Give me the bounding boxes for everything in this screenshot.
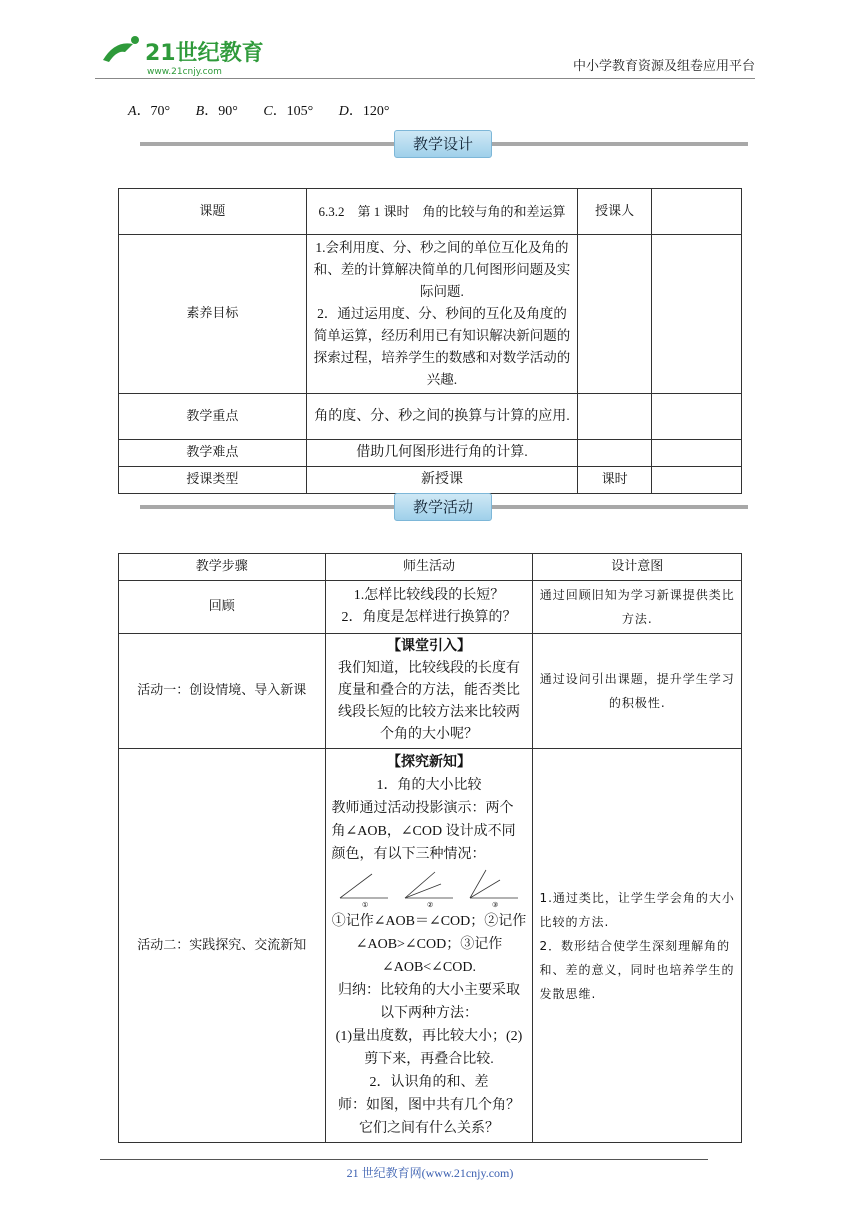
act2-title: 【探究新知】	[386, 755, 471, 770]
svg-text:www.21cnjy.com: www.21cnjy.com	[147, 67, 222, 77]
angle-figure-3	[466, 868, 522, 908]
act1-step: 活动一：创设情境、导入新课	[119, 634, 326, 749]
fig-label-2: ②	[426, 901, 434, 908]
footer-divider	[100, 1159, 708, 1160]
page-header	[95, 30, 755, 79]
review-q2: 2．角度是怎样进行换算的？	[341, 610, 517, 625]
goal-1: 1.会利用度、分、秒之间的单位互化及角的和、差的计算解决简单的几何图形问题及实际问题.	[313, 240, 571, 299]
difficulty-value: 借助几何图形进行角的计算.	[306, 440, 578, 467]
act2-intent-1: 1.通过类比，让学生学会角的大小比较的方法.	[539, 890, 735, 929]
act2-sub2: 2．认识角的和、差	[369, 1075, 489, 1090]
header-activity: 师生活动	[325, 554, 533, 581]
act2-text2: ①记作∠AOB＝∠COD；②记作∠AOB>∠COD；③记作∠AOB<∠COD.	[331, 914, 527, 975]
act2-sub1: 1．角的大小比较	[376, 778, 482, 793]
platform-name: 中小学教育资源及组卷应用平台	[572, 59, 755, 74]
fig-label-1: ①	[362, 901, 369, 908]
angle-figure-2	[401, 868, 457, 908]
logo-icon	[95, 30, 275, 78]
act2-text3: 归纳：比较角的大小主要采取以下两种方法：	[337, 983, 520, 1021]
act1-text: 我们知道，比较线段的长度有度量和叠合的方法，能否类比线段长短的比较方法来比较两个角的大小呢？	[337, 661, 520, 742]
teacher-label: 授课人	[578, 189, 652, 235]
goals-label: 素养目标	[119, 235, 307, 394]
fig-label-3: ③	[491, 901, 499, 908]
type-label: 授课类型	[119, 467, 307, 494]
topic-label: 课题	[119, 189, 307, 235]
svg-text:21世纪教育: 21世纪教育	[145, 41, 264, 66]
design-table	[118, 188, 742, 494]
act2-text4: (1)量出度数，再比较大小；(2)剪下来，再叠合比较.	[335, 1029, 523, 1067]
option-d: D．120°	[338, 104, 390, 119]
section-banner-activity	[140, 493, 748, 523]
review-intent: 通过回顾旧知为学习新课提供类比方法.	[533, 581, 742, 634]
topic-value: 6.3.2 第 1 课时 角的比较与角的和差运算	[306, 189, 578, 235]
header-step: 教学步骤	[119, 554, 326, 581]
angle-figure-1	[336, 868, 392, 908]
activity-table	[118, 553, 742, 1143]
option-b: B．90°	[195, 104, 238, 119]
review-q1: 1.怎样比较线段的长短？	[353, 588, 505, 603]
review-step: 回顾	[119, 581, 326, 634]
header-intent: 设计意图	[533, 554, 742, 581]
section-banner-design	[140, 130, 748, 160]
act2-intent-2: 2．数形结合使学生深刻理解角的和、差的意义，同时也培养学生的发散思维.	[539, 938, 735, 1001]
act1-intent: 通过设问引出课题，提升学生学习的积极性.	[533, 634, 742, 749]
act2-text5: 师：如图，图中共有几个角？它们之间有什么关系？	[337, 1098, 520, 1136]
type-value: 新授课	[306, 467, 578, 494]
section-title: 教学设计	[394, 130, 492, 158]
act2-text1: 教师通过活动投影演示：两个角∠AOB，∠COD 设计成不同颜色，有以下三种情况：	[331, 801, 516, 862]
period-label: 课时	[578, 467, 652, 494]
answer-options	[128, 100, 412, 120]
goal-2: 2．通过运用度、分、秒间的互化及角度的简单运算，经历利用已有知识解决新问题的探索过程，培养学生的数感和对数学活动的兴趣.	[313, 306, 571, 387]
angle-diagrams	[332, 868, 527, 908]
option-c: C．105°	[263, 104, 314, 119]
teacher-value	[652, 189, 742, 235]
act2-step: 活动二：实践探究、交流新知	[119, 749, 326, 1143]
key-label: 教学重点	[119, 394, 307, 440]
option-a: A．70°	[128, 104, 171, 119]
act1-title: 【课堂引入】	[386, 639, 471, 654]
footer-text: 21 世纪教育网(www.21cnjy.com)	[346, 1166, 514, 1180]
section-title: 教学活动	[394, 493, 492, 521]
key-value: 角的度、分、秒之间的换算与计算的应用.	[306, 394, 578, 440]
difficulty-label: 教学难点	[119, 440, 307, 467]
